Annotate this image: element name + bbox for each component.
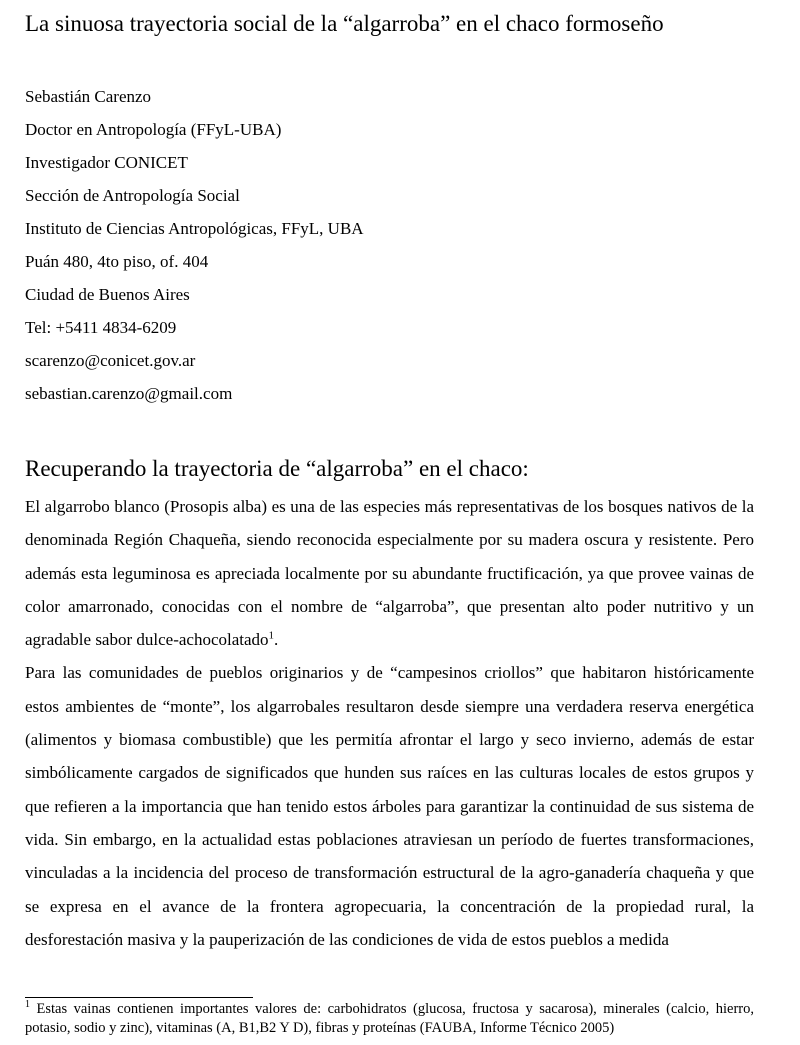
author-email-primary: scarenzo@conicet.gov.ar — [25, 351, 196, 370]
footnote-text: Estas vainas contienen importantes valores de: carbohidratos (glucosa, fructosa y sacarosa), minerales (calcio, hierro, potasio, sodio y zinc), vitaminas (A, B1,B2 Y D), fibras y proteínas (FAUBA, Informe Técnico 2005) — [25, 1001, 754, 1036]
body-text — [25, 490, 754, 956]
author-email-secondary: sebastian.carenzo@gmail.com — [25, 384, 233, 403]
author-institute: Instituto de Ciencias Antropológicas, FFyL, UBA — [25, 219, 364, 238]
paragraph-2: Para las comunidades de pueblos originarios y de “campesinos criollos” que habitaron históricamente estos ambientes de “monte”, los algarrobales resultaron desde siempre una verdadera reserva energética (alimentos y biomasa combustible) que les permitía afrontar el largo y seco invierno, además de estar simbólicamente cargados de significados que hunden sus raíces en las culturas locales de estos grupos y que refieren a la importancia que han tenido estos árboles para garantizar la continuidad de sus sistema de vida. Sin embargo, en la actualidad estas poblaciones atraviesan un período de fuertes transformaciones, vinculadas a la incidencia del proceso de transformación estructural de la agro-ganadería chaqueña y que se expresa en el avance de la frontera agropecuaria, la concentración de la propiedad rural, la desforestación masiva y la pauperización de las condiciones de vida de estos pueblos a medida — [25, 663, 754, 949]
author-section: Sección de Antropología Social — [25, 186, 240, 205]
author-phone: Tel: +5411 4834-6209 — [25, 318, 177, 337]
author-position: Investigador CONICET — [25, 153, 188, 172]
section-title: Recuperando la trayectoria de “algarroba” en el chaco: — [25, 456, 529, 481]
footnote-reference: 1 — [268, 629, 275, 642]
paragraph-1-text: El algarrobo blanco (Prosopis alba) es una de las especies más representativas de los bosques nativos de la denominada Región Chaqueña, siendo reconocida especialmente por su madera oscura y resistente. Pero además esta leguminosa es apreciada localmente por su abundante fructificación, ya que provee vainas de color amarronado, conocidas con el nombre de “algarroba”, que presentan alto poder nutritivo y un agradable sabor dulce-achocolatado — [25, 497, 754, 650]
footnote-number: 1 — [25, 999, 30, 1011]
footnote — [25, 1000, 754, 1038]
author-info — [25, 80, 364, 410]
footnote-divider — [25, 997, 253, 998]
paragraph-1-end: . — [274, 630, 279, 650]
paragraph-1 — [25, 490, 754, 656]
author-degree: Doctor en Antropología (FFyL-UBA) — [25, 120, 282, 139]
document-title: La sinuosa trayectoria social de la “algarroba” en el chaco formoseño — [25, 11, 664, 36]
author-address: Puán 480, 4to piso, of. 404 — [25, 252, 209, 271]
author-name: Sebastián Carenzo — [25, 87, 152, 106]
author-city: Ciudad de Buenos Aires — [25, 285, 190, 304]
